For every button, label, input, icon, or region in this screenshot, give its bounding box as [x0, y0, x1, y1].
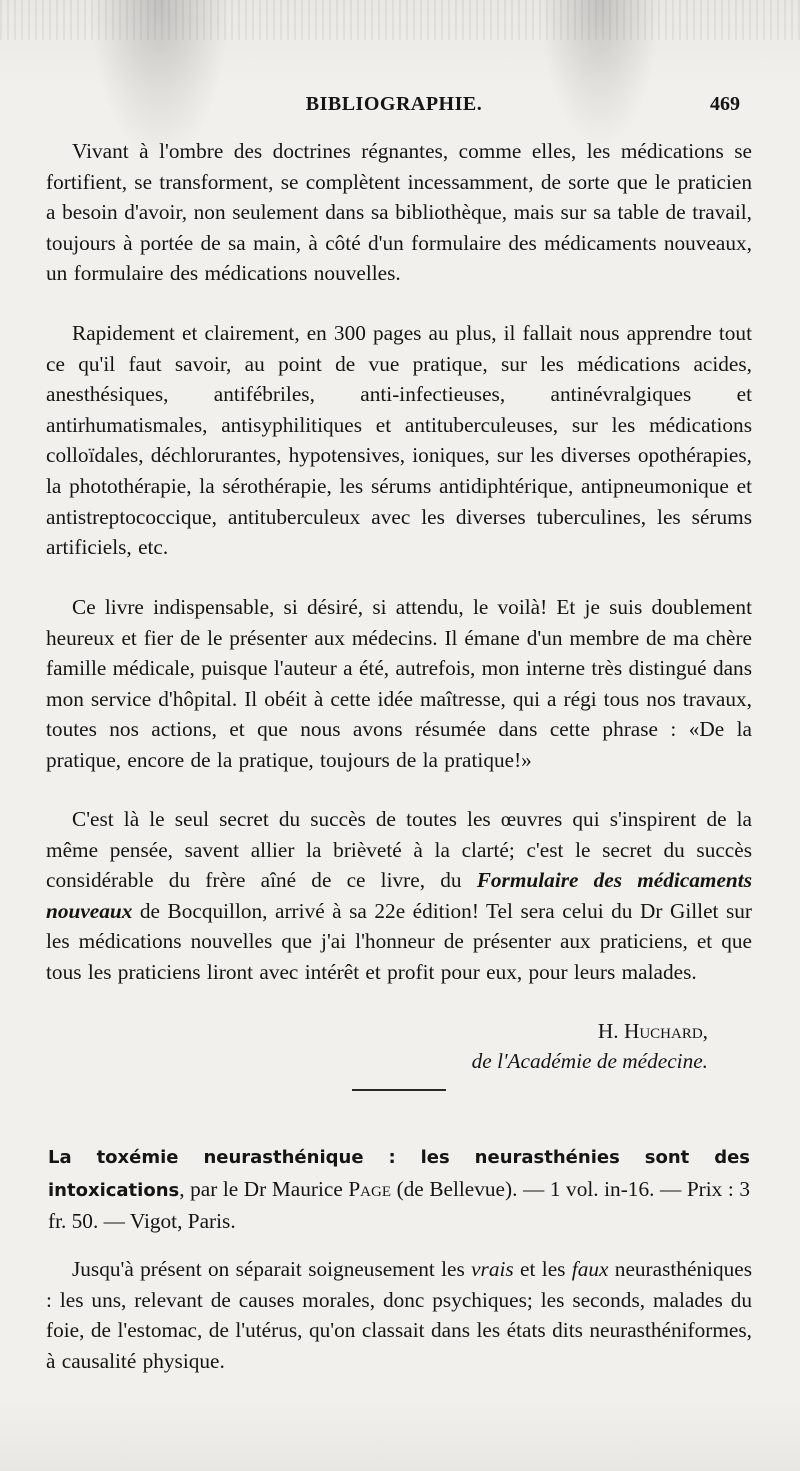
- signature-suffix: ,: [702, 1019, 708, 1043]
- review-title: La toxémie neurasthénique : les neurasthénies sont des intoxications: [48, 1147, 750, 1201]
- review-by: , par le Dr Maurice: [179, 1176, 349, 1201]
- paragraph-5-text: [46, 1254, 752, 1376]
- paragraph-3: [46, 592, 752, 776]
- word-vrais: vrais: [471, 1257, 514, 1281]
- page-number: 469: [710, 93, 740, 115]
- paragraph-1: [46, 136, 752, 289]
- page-header: [48, 90, 740, 122]
- paragraph-5-part-a: Jusqu'à présent on séparait soigneusement les: [72, 1257, 472, 1281]
- paragraph-5: [46, 1254, 752, 1376]
- paragraph-4-part-a: C'est là le seul secret du succès de toutes les œuvres qui s'inspirent de la même pensée, savent allier la brièveté à la clarté; c'est le secret du succès considérable du frère aîné de ce livre, du: [46, 807, 752, 893]
- word-faux: faux: [571, 1257, 609, 1281]
- paragraph-4-part-b: de Bocquillon, arrivé à sa 22e édition! Tel sera celui du Dr Gillet sur les médications nouvelles que j'ai l'honneur de présenter aux praticiens, et que tous les praticiens liront avec intérêt et profit pour eux, pour leurs malades.: [46, 898, 752, 984]
- paragraph-4: [46, 804, 752, 988]
- paragraph-5-part-b: neurasthéniques : les uns, relevant de causes morales, donc psychiques; les seconds, malades du foie, de l'estomac, de l'utérus, qu'on classait dans les états dits neurasthéniformes, à causalité physique.: [46, 1257, 752, 1373]
- paragraph-5-mid: et les: [513, 1257, 572, 1281]
- signature: [400, 1016, 750, 1076]
- paragraph-4-text: [46, 804, 752, 988]
- signature-name: [400, 1016, 708, 1046]
- section-divider: [352, 1089, 446, 1091]
- review-details: (de Bellevue). — 1 vol. in-16. — Prix : 3 fr. 50. — Vigot, Paris.: [48, 1176, 750, 1234]
- paragraph-1-text: Vivant à l'ombre des doctrines régnantes, comme elles, les médications se fortifient, se transforment, se complètent incessamment, de sorte que le praticien a besoin d'avoir, non seulement dans sa bibliothèque, mais sur sa table de travail, toujours à portée de sa main, à côté d'un formulaire des médicaments nouveaux, un formulaire des médications nouvelles.: [46, 139, 752, 286]
- scan-noise: [0, 0, 800, 40]
- review-heading: [48, 1141, 750, 1237]
- signature-initial: H.: [597, 1019, 624, 1043]
- paragraph-2: [46, 318, 752, 563]
- paragraph-2-text: Rapidement et clairement, en 300 pages au plus, il fallait nous apprendre tout ce qu'il faut savoir, au point de vue pratique, sur les médications acides, anesthésiques, antifébriles, anti-infectieuses, antinévralgiques et antirhumatismales, antisyphilitiques et antituberculeuses, sur les médications colloïdales, déchlorurantes, hypotensives, ioniques, sur les diverses opothérapies, la photothérapie, la sérothérapie, les sérums antidiphtérique, antipneumonique et antistreptococcique, antituberculeux avec les diverses tuberculines, les sérums artificiels, etc.: [46, 321, 752, 560]
- signature-affiliation: de l'Académie de médecine.: [471, 1049, 708, 1073]
- paragraph-3-text: Ce livre indispensable, si désiré, si attendu, le voilà! Et je suis doublement heureux et fier de le présenter aux médecins. Il émane d'un membre de ma chère famille médicale, puisque l'auteur a été, autrefois, mon interne très distingué dans mon service d'hôpital. Il obéit à cette idée maîtresse, qui a régi tous nos travaux, toutes nos actions, et que nous avons résumée dans cette phrase : «De la pratique, encore de la pratique, toujours de la pratique!»: [46, 595, 752, 772]
- review-author-surname: Page: [348, 1176, 392, 1201]
- running-title: BIBLIOGRAPHIE.: [305, 93, 483, 115]
- signature-surname: Huchard: [623, 1019, 703, 1043]
- cited-book-title: Formulaire des médicaments nouveaux: [46, 868, 752, 923]
